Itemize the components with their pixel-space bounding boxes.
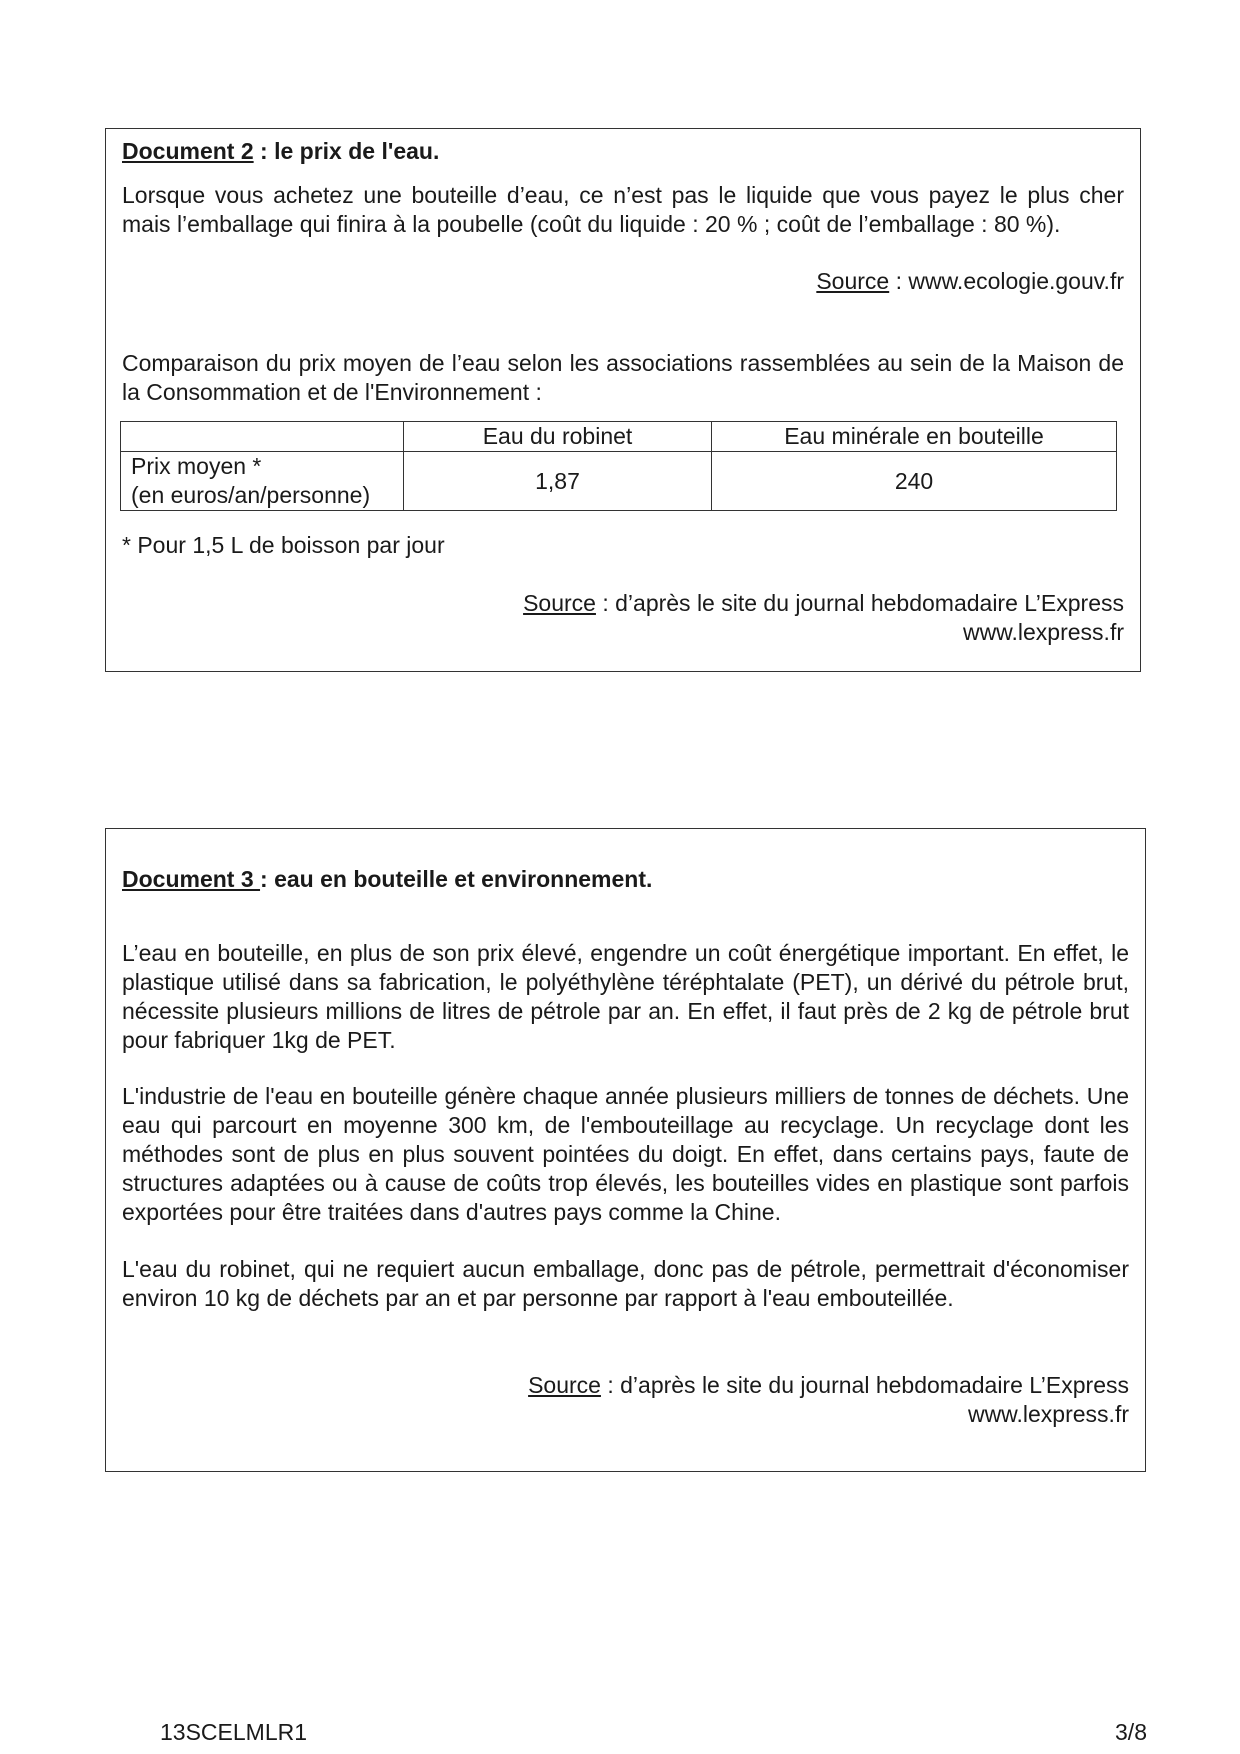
document-2-title xyxy=(122,137,1124,166)
footnote: * Pour 1,5 L de boisson par jour xyxy=(122,532,445,558)
source-text: : d’après le site du journal hebdomadaire L’Express xyxy=(595,590,1124,616)
row-label-line-2: (en euros/an/personne) xyxy=(131,482,371,508)
source-label: Source xyxy=(528,1372,601,1398)
source-url: www.lexpress.fr xyxy=(962,619,1124,645)
page-number: 3/8 xyxy=(1115,1719,1147,1745)
document-2-source-1 xyxy=(122,267,1124,296)
table-header-row xyxy=(121,422,1117,452)
source-label: Source xyxy=(523,590,596,616)
table-header-empty xyxy=(121,422,404,452)
document-2-label: Document 2 xyxy=(122,138,254,164)
tap-water-price: 1,87 xyxy=(404,452,712,511)
document-3-source xyxy=(122,1371,1129,1429)
row-label-line-1: Prix moyen * xyxy=(131,453,262,479)
document-3-paragraph-3: L'eau du robinet, qui ne requiert aucun emballage, donc pas de pétrole, permettrait d'économiser environ 10 kg de déchets par an et par personne par rapport à l'eau embouteillée. xyxy=(122,1256,1129,1311)
price-comparison-table xyxy=(120,421,1117,511)
document-3-paragraph-1: L’eau en bouteille, en plus de son prix élevé, engendre un coût énergétique important. En effet, le plastique utilisé dans sa fabrication, le polyéthylène téréphtalate (PET), un dérivé du pétrole brut, nécessite plusieurs millions de litres de pétrole par an. En effet, il faut près de 2 kg de pétrole brut pour fabriquer 1kg de PET. xyxy=(122,940,1129,1053)
document-2-intro: Lorsque vous achetez une bouteille d’eau, ce n’est pas le liquide que vous payez le plus cher mais l’emballage qui finira à la poubelle (coût du liquide : 20 % ; coût de l’emballage : 80 %). xyxy=(122,182,1124,237)
document-2-source-2 xyxy=(122,589,1124,647)
document-3-label: Document 3 xyxy=(122,866,261,892)
document-3-title-text: : eau en bouteille et environnement. xyxy=(260,866,653,892)
document-3-paragraph-2: L'industrie de l'eau en bouteille génère chaque année plusieurs milliers de tonnes de déchets. Une eau qui parcourt en moyenne 300 km, de l'embouteillage au recyclage. Un recyclage dont les méthodes sont de plus en plus souvent pointées du doigt. En effet, dans certains pays, faute de structures adaptées ou à cause de coûts trop élevés, les bouteilles vides en plastique sont parfois exportées pour être traitées dans d'autres pays comme la Chine. xyxy=(122,1083,1129,1225)
document-3-title xyxy=(122,865,1129,894)
document-3-box xyxy=(105,828,1146,1472)
document-2-title-text: : le prix de l'eau. xyxy=(253,138,440,164)
source-label: Source xyxy=(816,268,890,294)
bottled-water-price: 240 xyxy=(712,452,1117,511)
comparison-intro: Comparaison du prix moyen de l’eau selon les associations rassemblées au sein de la Maison de la Consommation et de l'Environnement : xyxy=(122,350,1124,405)
source-text: : www.ecologie.gouv.fr xyxy=(889,268,1124,294)
table-row-label xyxy=(121,452,404,511)
table-row xyxy=(121,452,1117,511)
document-code: 13SCELMLR1 xyxy=(160,1719,308,1745)
table-header-bottled-water: Eau minérale en bouteille xyxy=(712,422,1117,452)
table-header-tap-water: Eau du robinet xyxy=(404,422,712,452)
document-2-box xyxy=(105,128,1141,672)
source-text: : d’après le site du journal hebdomadaire L’Express xyxy=(600,1372,1129,1398)
source-url: www.lexpress.fr xyxy=(967,1401,1129,1427)
